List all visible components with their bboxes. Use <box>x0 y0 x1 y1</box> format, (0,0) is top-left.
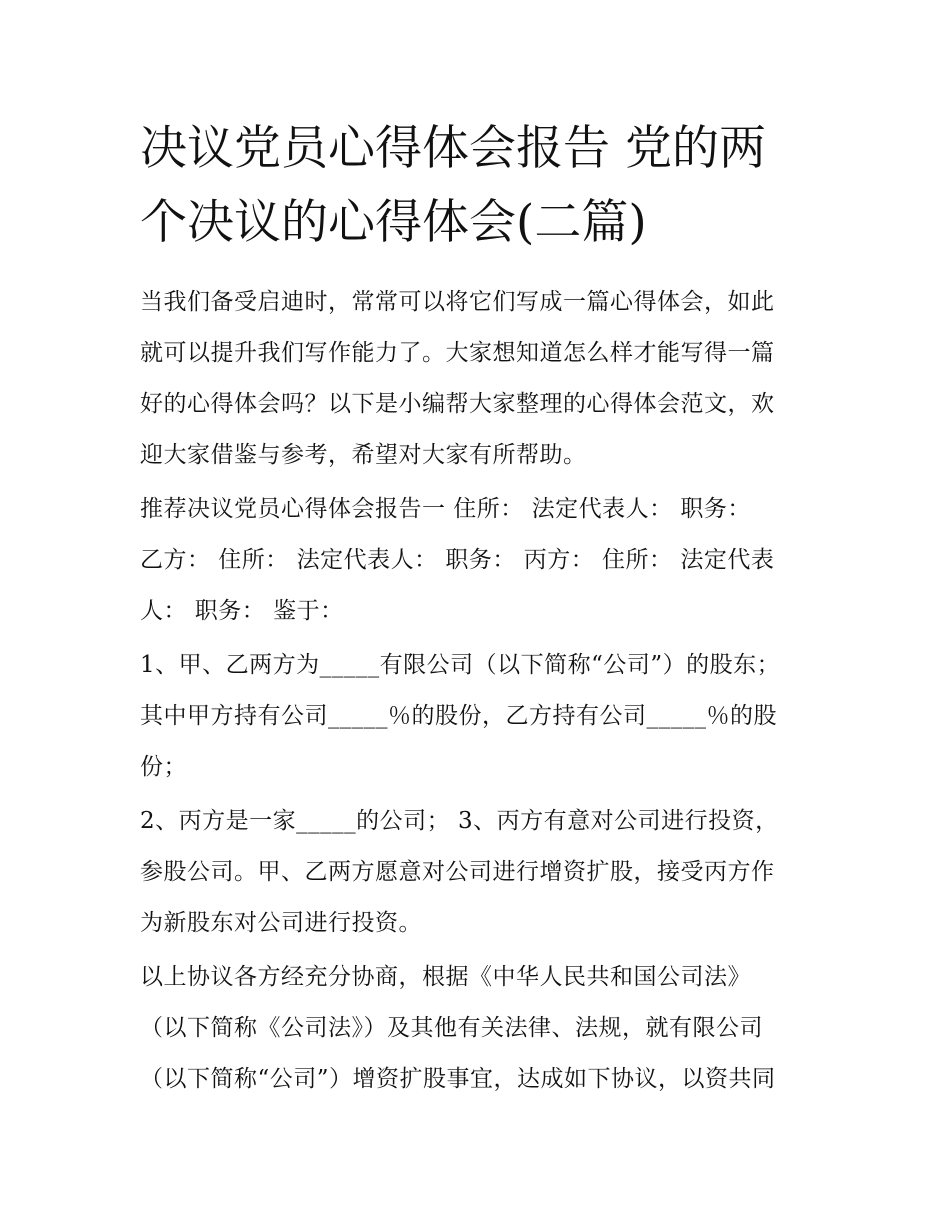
paragraph-intro <box>140 277 820 481</box>
text-line: 为新股东对公司进行投资。 <box>140 910 422 936</box>
text-line: 其中甲方持有公司_____％的股份，乙方持有公司_____％的股 <box>140 703 777 729</box>
text-line: 就可以提升我们写作能力了。大家想知道怎么样才能写得一篇 <box>140 340 775 366</box>
paragraph-agreement <box>140 952 820 1105</box>
text-line: 以上协议各方经充分协商，根据《中华人民共和国公司法》 <box>140 964 751 990</box>
text-line: 当我们备受启迪时，常常可以将它们写成一篇心得体会，如此 <box>140 289 775 315</box>
text-line: 好的心得体会吗？以下是小编帮大家整理的心得体会范文，欢 <box>140 391 775 417</box>
text-line: 2、丙方是一家_____的公司； 3、丙方有意对公司进行投资， <box>140 808 779 834</box>
text-line: 1、甲、乙两方为_____有限公司（以下简称“公司”）的股东； <box>140 652 781 678</box>
title-line-2: 个决议的心得体会(二篇) <box>140 195 647 250</box>
text-line: 参股公司。甲、乙两方愿意对公司进行增资扩股，接受丙方作 <box>140 859 775 885</box>
text-line: 推荐决议党员心得体会报告一 住所： 法定代表人： 职务： <box>140 496 751 522</box>
paragraph-parties <box>140 484 820 637</box>
text-line: 迎大家借鉴与参考，希望对大家有所帮助。 <box>140 442 587 468</box>
text-line: （以下简称《公司法》）及其他有关法律、法规，就有限公司 <box>140 1015 763 1041</box>
document-body <box>140 277 820 1108</box>
text-line: 乙方： 住所： 法定代表人： 职务： 丙方： 住所： 法定代表 <box>140 547 775 573</box>
text-line: 份； <box>140 754 187 780</box>
document-title <box>140 112 820 260</box>
paragraph-clause-1 <box>140 640 820 793</box>
text-line: 人： 职务： 鉴于： <box>140 598 344 624</box>
text-line: （以下简称“公司”）增资扩股事宜，达成如下协议，以资共同 <box>140 1066 776 1092</box>
paragraph-clause-2 <box>140 796 820 949</box>
title-line-1: 决议党员心得体会报告 党的两 <box>140 121 766 176</box>
